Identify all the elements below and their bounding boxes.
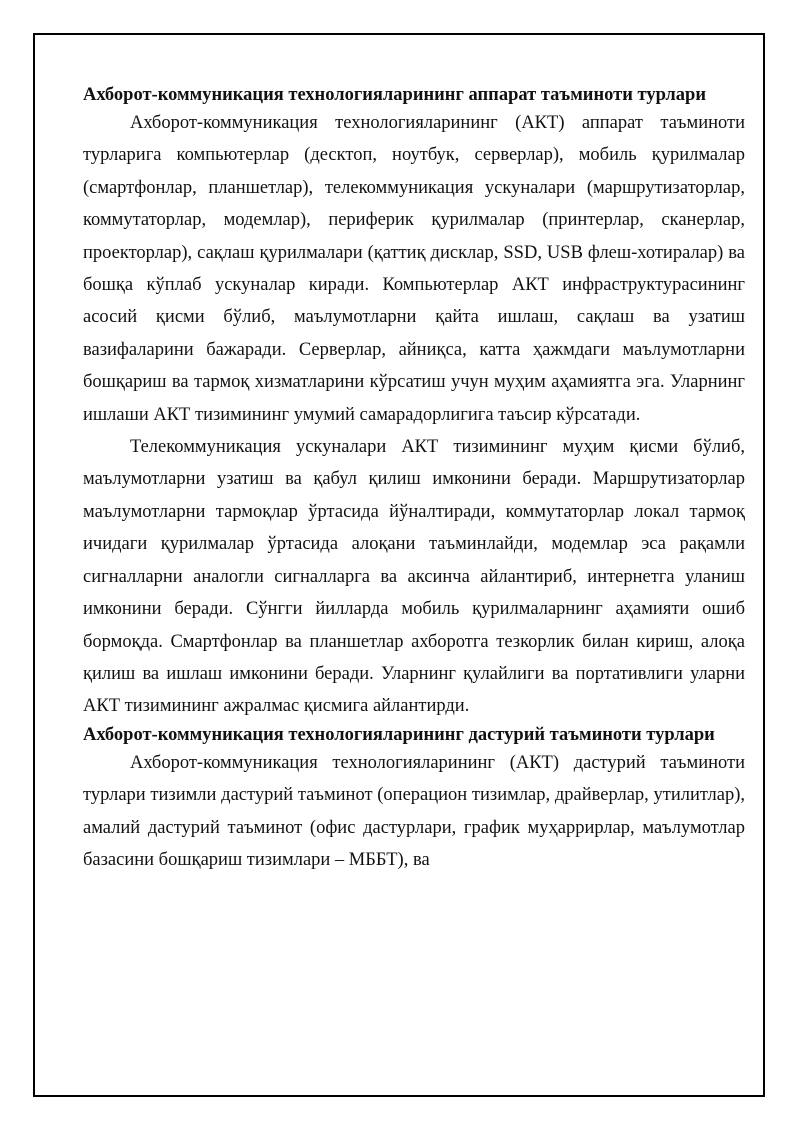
section-heading-software: Ахборот-коммуникация технологияларининг дастурий таъминоти турлари: [83, 724, 715, 745]
paragraph-hardware-overview: Ахборот-коммуникация технологияларининг (АКТ) аппарат таъминоти турларига компьютерлар (десктоп, ноутбук, серверлар), мобиль қурилмалар (смартфонлар, планшетлар), телекоммуникация ускуналари (маршрутизаторлар, коммутаторлар, модемлар), периферик қурилмалар (принтерлар, сканерлар, проекторлар), сақлаш қурилмалари (қаттиқ дисклар, SSD, USB флеш-хотиралар) ва бошқа кўплаб ускуналар киради. Компьютерлар АКТ инфраструктурасининг асосий қисми бўлиб, маълумотларни қайта ишлаш, сақлаш ва узатиш вазифаларини бажаради. Серверлар, айниқса, катта ҳажмдаги маълумотларни бошқариш ва тармоқ хизматларини кўрсатиш учун муҳим аҳамиятга эга. Уларнинг ишлаши АКТ тизимининг умумий самарадорлигига таъсир кўрсатади.: [83, 113, 745, 425]
paragraph-software-overview: Ахборот-коммуникация технологияларининг (АКТ) дастурий таъминоти турлари тизимли дастурий таъминот (операцион тизимлар, драйверлар, утилитлар), амалий дастурий таъминот (офис дастурлари, график муҳаррирлар, маълумотлар базасини бошқариш тизимлари – МББТ), ва: [83, 752, 745, 870]
document-body: [83, 83, 745, 876]
paragraph-telecom-equipment: Телекоммуникация ускуналари АКТ тизимининг муҳим қисми бўлиб, маълумотларни узатиш ва қабул қилиш имконини беради. Маршрутизаторлар маълумотларни тармоқлар ўртасида йўналтиради, коммутаторлар локал тармоқ ичидаги қурилмалар ўртасида алоқани таъминлайди, модемлар эса рақамли сигналларни аналогли сигналларга ва аксинча айлантириб, интернетга уланиш имконини беради. Сўнгги йилларда мобиль қурилмаларнинг аҳамияти ошиб бормоқда. Смартфонлар ва планшетлар ахборотга тезкорлик билан кириш, алоқа қилиш ва ишлаш имконини беради. Уларнинг қулайлиги ва портативлиги уларни АКТ тизимининг ажралмас қисмига айлантирди.: [83, 437, 745, 717]
section-heading-hardware: Ахборот-коммуникация технологияларининг аппарат таъминоти турлари: [83, 85, 706, 105]
